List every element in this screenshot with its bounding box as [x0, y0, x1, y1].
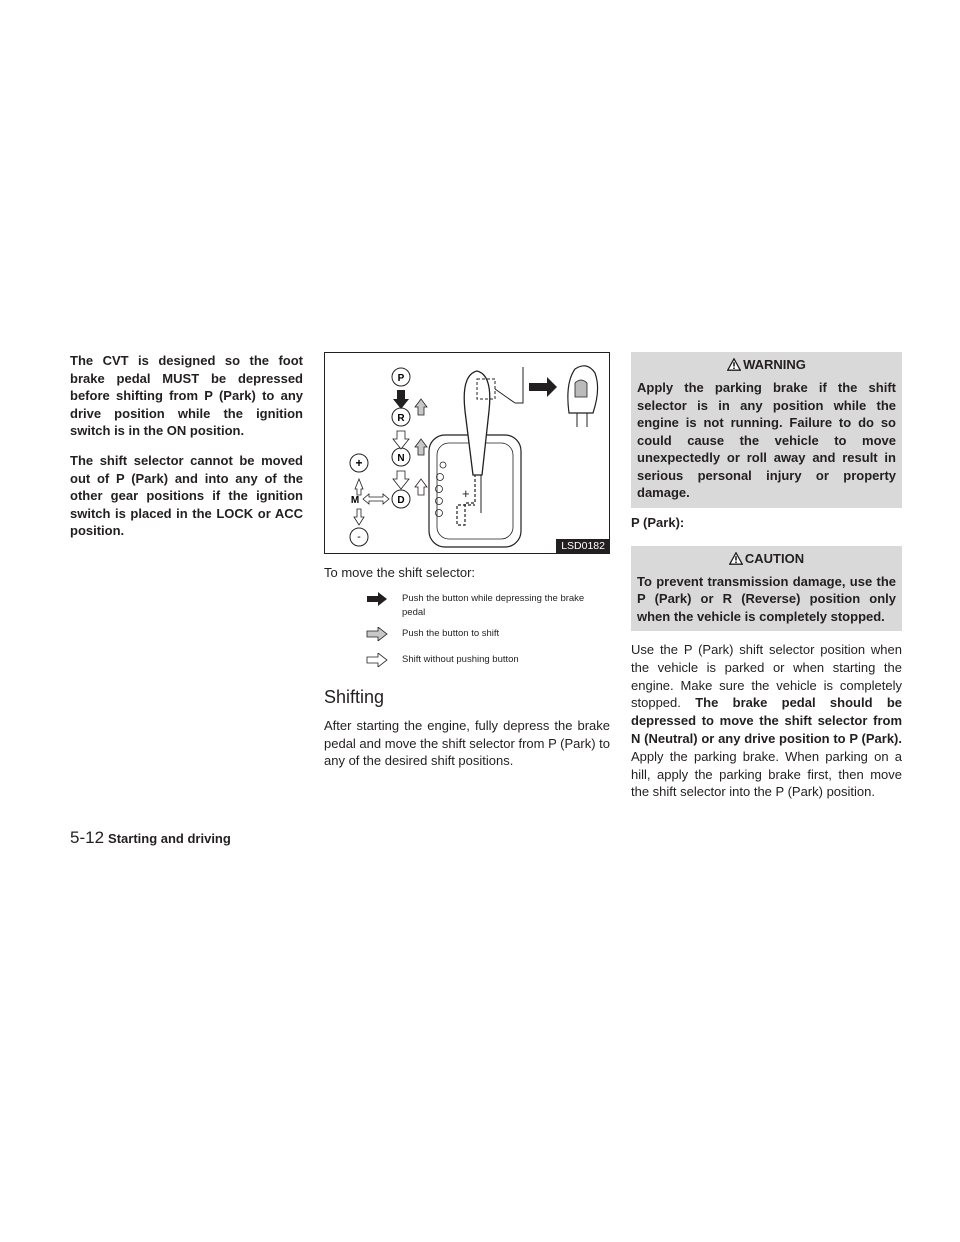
park-body-bold: The brake pedal should be depressed to move the shift selector from N (Neutral) or any drive position to P (Park).: [631, 695, 902, 746]
black-arrow-icon: [366, 592, 388, 611]
park-body-start: Use the P (Park) shift selector position when the vehicle is parked or when starting the engine. Make sure the vehicle is completely stopped.: [631, 642, 902, 711]
legend-text: Push the button to shift: [402, 627, 500, 639]
legend-item: [368, 592, 610, 620]
legend-item: [368, 627, 610, 646]
caution-triangle-icon: [729, 552, 743, 565]
right-column: [631, 352, 902, 801]
legend-text: Shift without pushing button: [402, 653, 519, 665]
manual-plus-label: +: [355, 456, 363, 470]
page-footer: [70, 828, 231, 848]
warning-body: Apply the parking brake if the shift selector is in any position while the engine is not running. Failure to do so could cause the vehicle to move unexpectedly or roll away and result in serious personal injury or property damage.: [637, 380, 896, 500]
left-column: [70, 352, 303, 552]
shifting-heading: Shifting: [324, 686, 385, 707]
position-r-label: R: [397, 413, 405, 424]
outline-arrow-icon: [366, 653, 388, 672]
middle-column: [324, 352, 610, 770]
ignition-lock-paragraph: The shift selector cannot be moved out of P (Park) and into any of the other gear positions if the ignition switch is placed in the LOCK or ACC position.: [70, 452, 303, 539]
warning-box: [631, 352, 902, 508]
arrow-legend: [368, 592, 610, 672]
page-number: 5-12: [70, 828, 105, 847]
caution-header: [637, 550, 896, 568]
figure-code: LSD0182: [556, 539, 609, 553]
manual-m-label: M: [350, 495, 360, 506]
manual-minus-label: -: [357, 531, 361, 543]
cvt-brake-paragraph: The CVT is designed so the foot brake pedal MUST be depressed before shifting from P (Park) to any drive position while the ignition switch is in the ON position.: [70, 353, 303, 439]
shifting-body: After starting the engine, fully depress the brake pedal and move the shift selector from P (Park) to any of the desired shift positions.: [324, 717, 610, 769]
park-body-end: Apply the parking brake. When parking on a hill, apply the parking brake first, then move the shift selector into the P (Park) position.: [631, 748, 902, 800]
warning-title: WARNING: [743, 357, 806, 372]
park-body: [631, 641, 902, 801]
warning-triangle-icon: [727, 358, 741, 371]
gray-arrow-icon: [366, 627, 388, 646]
position-n-label: N: [397, 453, 405, 464]
shift-selector-figure: [324, 352, 610, 554]
svg-text:+: +: [462, 486, 470, 501]
position-d-label: D: [397, 495, 405, 506]
caution-box: [631, 546, 902, 632]
caution-body: To prevent transmission damage, use the P (Park) or R (Reverse) position only when the vehicle is completely stopped.: [637, 573, 896, 624]
caution-title: CAUTION: [744, 550, 805, 566]
position-p-label: P: [397, 373, 405, 384]
legend-text: Push the button while depressing the brake pedal: [402, 592, 585, 618]
legend-intro: To move the shift selector:: [324, 565, 476, 580]
warning-header: [637, 356, 896, 374]
shift-selector-illustration: [325, 353, 609, 553]
park-heading: P (Park):: [631, 514, 685, 530]
legend-item: [368, 653, 610, 672]
footer-title: Starting and driving: [108, 831, 231, 846]
